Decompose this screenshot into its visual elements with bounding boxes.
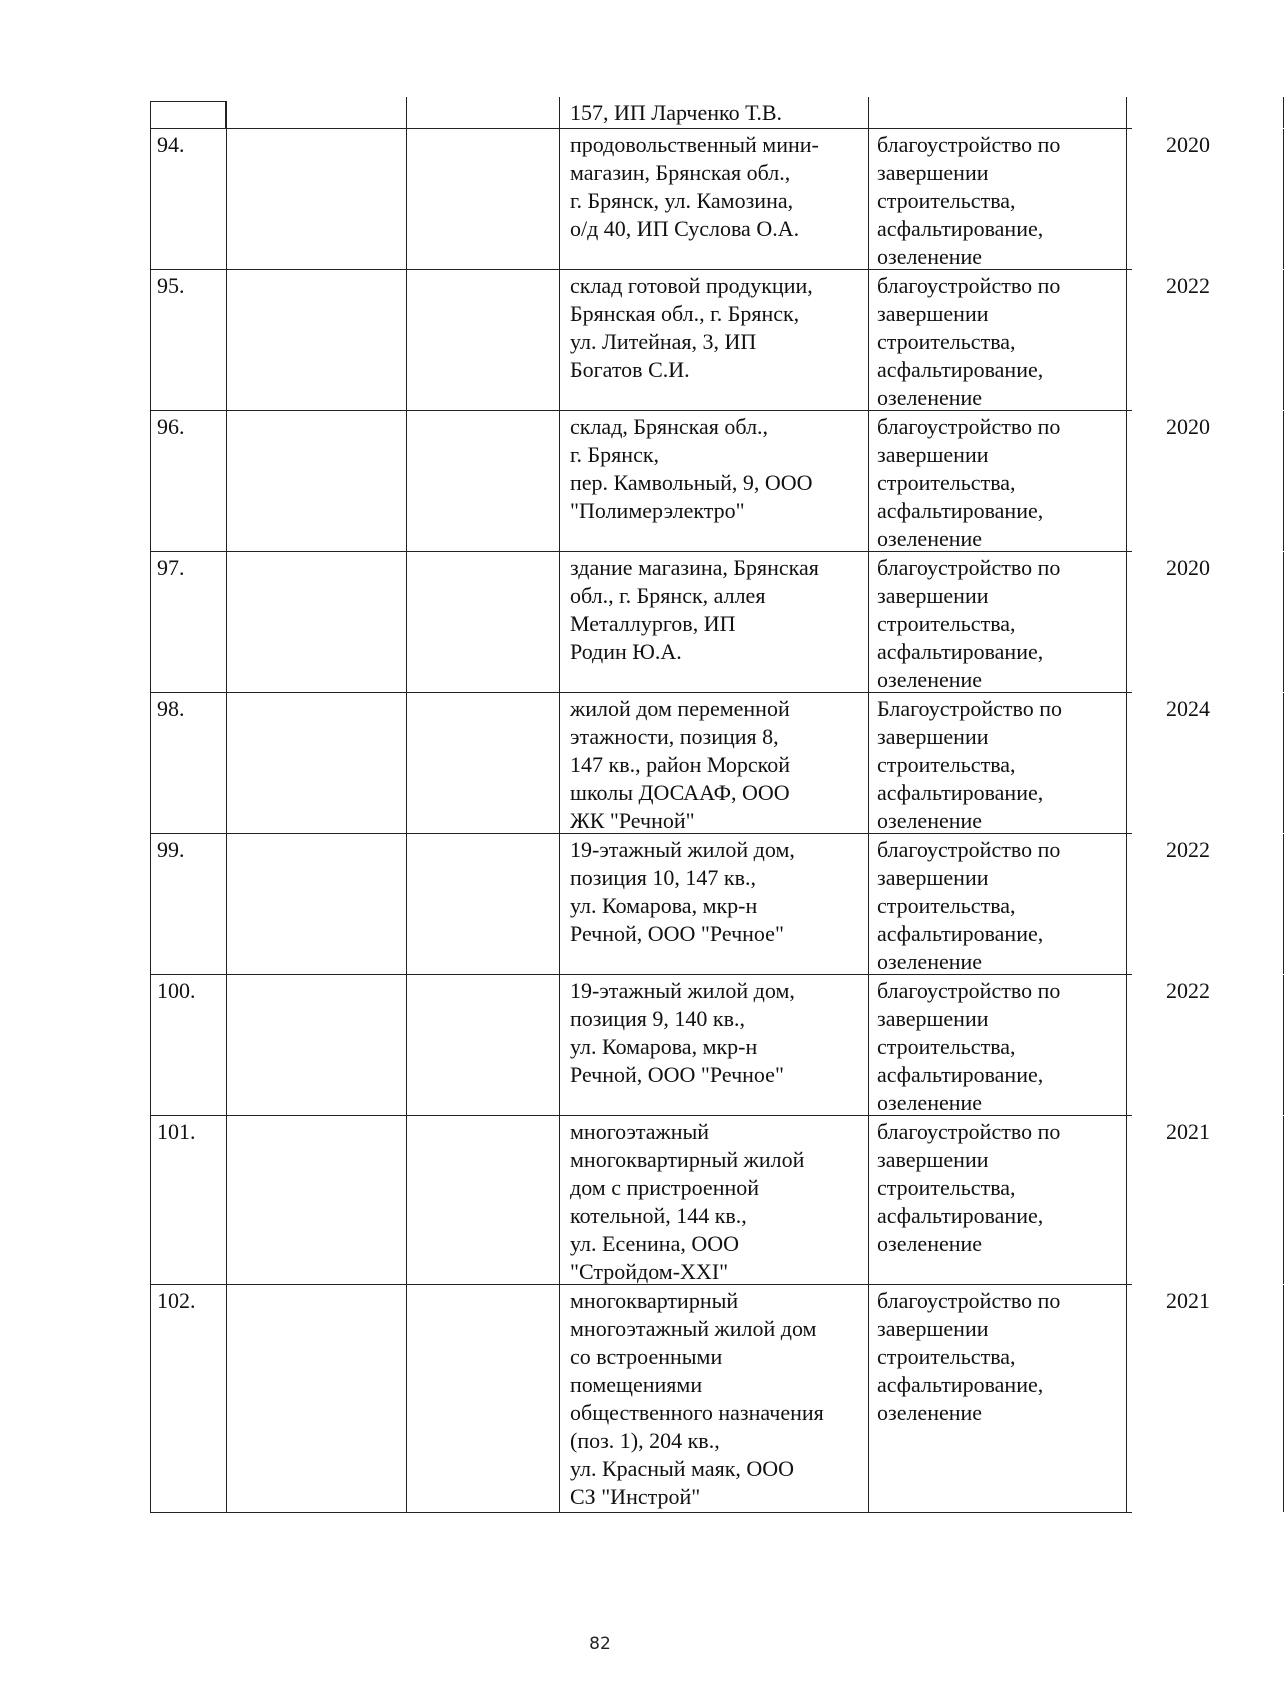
cell-object: склад, Брянская обл., г. Брянск, пер. Камвольный, 9, ООО "Полимерэлектро" — [559, 411, 868, 551]
cell-empty — [406, 1285, 559, 1512]
cell-empty — [406, 975, 559, 1115]
cell-empty — [226, 1285, 406, 1512]
table-row-continuation — [150, 97, 1132, 129]
cell-empty — [226, 129, 406, 269]
cell-num: 102. — [150, 1285, 226, 1512]
cell-empty — [406, 693, 559, 833]
cell-num: 99. — [150, 834, 226, 974]
cell-num: 95. — [150, 270, 226, 410]
cell-object: продовольственный мини- магазин, Брянская обл., г. Брянск, ул. Камозина, о/д 40, ИП Суслова О.А. — [559, 129, 868, 269]
cell-empty — [406, 834, 559, 974]
table-row — [150, 552, 1210, 693]
cell-year — [1126, 97, 1284, 128]
cell-empty — [406, 129, 559, 269]
cell-empty — [406, 552, 559, 692]
cell-year: 2021 — [1126, 1285, 1284, 1512]
cell-empty — [226, 975, 406, 1115]
page-number: 82 — [589, 1634, 611, 1654]
cell-num — [150, 101, 226, 128]
cell-empty — [226, 270, 406, 410]
table-row — [150, 693, 1210, 834]
cell-work: благоустройство по завершении строительства, асфальтирование, озеленение — [868, 1116, 1126, 1284]
cell-empty — [406, 411, 559, 551]
cell-object: здание магазина, Брянская обл., г. Брянск, аллея Металлургов, ИП Родин Ю.А. — [559, 552, 868, 692]
cell-object: склад готовой продукции, Брянская обл., г. Брянск, ул. Литейная, 3, ИП Богатов С.И. — [559, 270, 868, 410]
cell-object: 19-этажный жилой дом, позиция 9, 140 кв., ул. Комарова, мкр-н Речной, ООО "Речное" — [559, 975, 868, 1115]
cell-object: 157, ИП Ларченко Т.В. — [559, 97, 868, 128]
table-row — [150, 129, 1210, 270]
cell-empty — [406, 1116, 559, 1284]
cell-year: 2021 — [1126, 1116, 1284, 1284]
table-row — [150, 1285, 1210, 1513]
table-row — [150, 1116, 1210, 1285]
cell-work: Благоустройство по завершении строительства, асфальтирование, озеленение — [868, 693, 1126, 833]
cell-work: благоустройство по завершении строительства, асфальтирование, озеленение — [868, 552, 1126, 692]
cell-num: 96. — [150, 411, 226, 551]
cell-year: 2020 — [1126, 129, 1284, 269]
cell-num: 101. — [150, 1116, 226, 1284]
cell-year: 2022 — [1126, 975, 1284, 1115]
cell-object: многоквартирный многоэтажный жилой дом со встроенными помещениями общественного назначения (поз. 1), 204 кв., ул. Красный маяк, ООО СЗ "Инстрой" — [559, 1285, 868, 1512]
cell-empty — [226, 101, 406, 128]
cell-num: 94. — [150, 129, 226, 269]
cell-empty — [226, 411, 406, 551]
cell-year: 2022 — [1126, 834, 1284, 974]
cell-work: благоустройство по завершении строительства, асфальтирование, озеленение — [868, 834, 1126, 974]
cell-work: благоустройство по завершении строительства, асфальтирование, озеленение — [868, 129, 1126, 269]
table-row — [150, 270, 1210, 411]
table-row — [150, 975, 1210, 1116]
cell-empty — [226, 834, 406, 974]
cell-num: 98. — [150, 693, 226, 833]
cell-object: многоэтажный многоквартирный жилой дом с пристроенной котельной, 144 кв., ул. Есенина, ООО "Стройдом-XXI" — [559, 1116, 868, 1284]
cell-empty — [226, 1116, 406, 1284]
cell-year: 2020 — [1126, 552, 1284, 692]
cell-work: благоустройство по завершении строительства, асфальтирование, озеленение — [868, 270, 1126, 410]
table-row — [150, 411, 1210, 552]
cell-year: 2022 — [1126, 270, 1284, 410]
objects-table — [150, 97, 1210, 1513]
cell-empty — [226, 693, 406, 833]
cell-num: 97. — [150, 552, 226, 692]
cell-empty — [226, 552, 406, 692]
cell-work — [868, 97, 1126, 128]
table-row — [150, 834, 1210, 975]
cell-empty — [406, 97, 559, 128]
cell-work: благоустройство по завершении строительства, асфальтирование, озеленение — [868, 1285, 1126, 1512]
cell-empty — [406, 270, 559, 410]
cell-object: 19-этажный жилой дом, позиция 10, 147 кв., ул. Комарова, мкр-н Речной, ООО "Речное" — [559, 834, 868, 974]
cell-object: жилой дом переменной этажности, позиция 8, 147 кв., район Морской школы ДОСААФ, ООО ЖК "Речной" — [559, 693, 868, 833]
cell-year: 2024 — [1126, 693, 1284, 833]
cell-work: благоустройство по завершении строительства, асфальтирование, озеленение — [868, 975, 1126, 1115]
cell-num: 100. — [150, 975, 226, 1115]
cell-year: 2020 — [1126, 411, 1284, 551]
cell-work: благоустройство по завершении строительства, асфальтирование, озеленение — [868, 411, 1126, 551]
